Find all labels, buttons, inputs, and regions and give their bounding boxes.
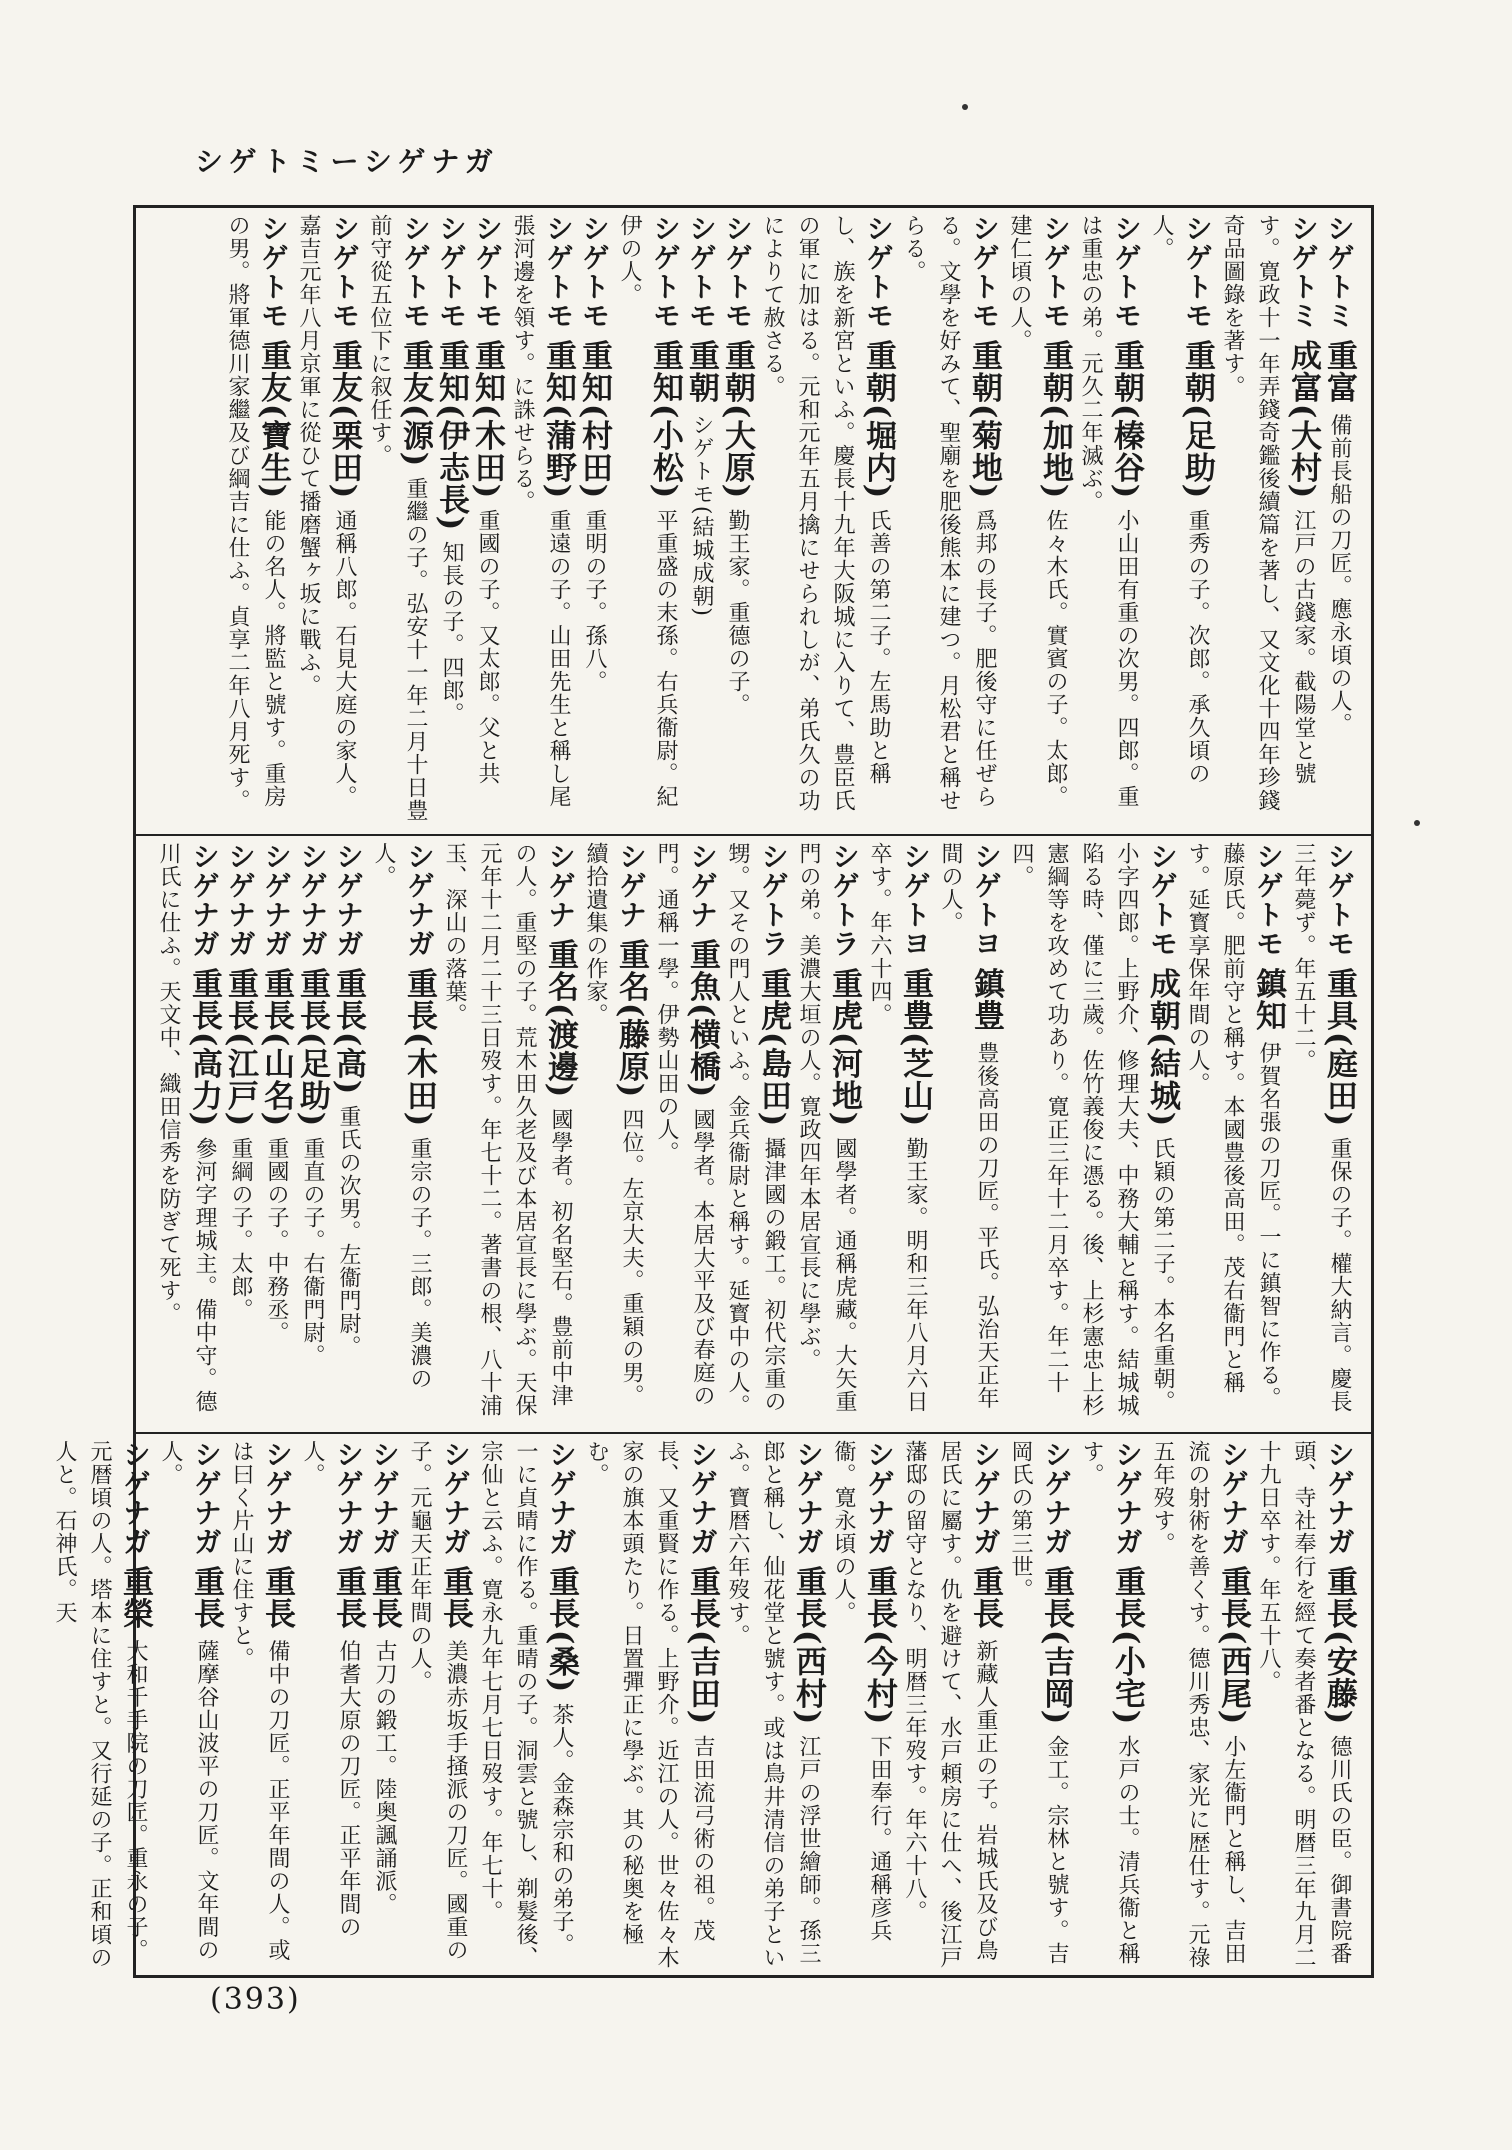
entry-description: 備中の刀匠。正平年間の人。或は曰く片山に住すと。 <box>229 1440 290 1962</box>
entry-headword: 重名(渡邊) <box>542 938 578 1099</box>
entry-headword: 重朝(大原) <box>719 339 755 500</box>
entry-reading: シゲトモ <box>1110 214 1143 330</box>
entry-headword: 重長(西尾) <box>1215 1565 1251 1726</box>
entry-description: 古刀の鍛工。陸奥諷誦派。 <box>372 1639 397 1916</box>
entry-reading: シゲナガ <box>368 1440 401 1556</box>
dictionary-entry <box>576 214 612 828</box>
entry-reading: シゲナガ <box>296 842 329 958</box>
dictionary-entry <box>862 842 933 1426</box>
entry-headword: 重魚(横橋) <box>684 938 720 1099</box>
dictionary-entry <box>683 214 719 828</box>
entry-reading: シゲナガ <box>792 1440 825 1556</box>
dictionary-entry <box>220 214 291 828</box>
entry-reading: シゲナガ <box>439 1440 472 1556</box>
dictionary-entry <box>291 214 362 828</box>
entry-description: 佐々木氏。實賓の子。太郎。建仁頃の人。 <box>1007 214 1068 809</box>
dictionary-entry <box>153 1440 224 1969</box>
entry-reading: シゲナガ <box>545 1440 578 1556</box>
entry-reading: シゲトモ <box>1146 842 1179 958</box>
entry-headword: 重長(足助) <box>294 967 330 1128</box>
entry-description: 薩摩谷山波平の刀匠。文年間の人。 <box>158 1440 219 1962</box>
entry-reading: シゲナガ <box>1217 1440 1250 1556</box>
entry-description: 重保の子。權大納言。慶長三年薨ず。年五十二。 <box>1291 842 1352 1414</box>
entry-headword: 重長(西村) <box>790 1565 826 1726</box>
entry-description: 平重盛の末孫。右兵衞尉。紀伊の人。 <box>617 214 678 809</box>
entry-headword: 重朝(足助) <box>1179 339 1215 500</box>
dictionary-entry <box>295 1440 366 1969</box>
entry-headword: 鎮知 <box>1250 967 1286 1032</box>
dictionary-entry <box>222 842 258 1426</box>
entry-description: 水戸の士。清兵衞と稱す。 <box>1079 1440 1140 1966</box>
entry-headword: 重長(吉岡) <box>1038 1565 1074 1726</box>
entry-reading: シゲトモ <box>399 214 432 330</box>
dictionary-entry <box>366 1440 402 1969</box>
entry-headword: 重長 <box>366 1565 402 1630</box>
entry-headword: 重長(山名) <box>258 967 294 1128</box>
entry-description: 重繼の子。弘安十一年二月十日豊前守從五位下に叙任す。 <box>367 214 428 823</box>
entry-headword: 重朝(榛谷) <box>1108 339 1144 500</box>
entry-reading: シゲナガ <box>1111 1440 1144 1556</box>
entry-description: 爲邦の長子。肥後守に任ぜらる。文學を好みて、聖廟を肥後熊本に建つ。月松君と稱せらる。 <box>901 214 997 812</box>
entry-headword: 重長 <box>188 1565 224 1630</box>
dictionary-entry <box>755 214 896 828</box>
entry-description: 伯耆大原の刀匠。正平年間の人。 <box>300 1440 361 1939</box>
dictionary-entry <box>47 1440 153 1969</box>
entry-reading: シゲトモ <box>1252 842 1285 958</box>
entry-reading: シゲトモ <box>578 214 611 330</box>
entry-description: 能の名人。將監と號す。重房の男。將軍德川家繼及び綱吉に仕ふ。貞享二年八月死す。 <box>225 214 286 812</box>
entry-headword: 重友(源) <box>397 339 433 468</box>
entry-reading: シゲトヨ <box>970 842 1003 958</box>
entry-reading: シゲナガ <box>188 842 221 958</box>
dictionary-entry <box>1180 842 1286 1426</box>
dictionary-frame <box>52 205 1374 1978</box>
entry-description: 茶人。金森宗和の弟子。一に貞晴に作る。重晴の子。洞雲と號し、剃髮後、宗仙と云ふ。寛永九年七月七日歿す。年七十。 <box>478 1440 574 1969</box>
entry-headword: 重知(木田) <box>469 339 505 500</box>
entry-headword: 重具(庭田) <box>1321 967 1357 1128</box>
entry-reading: シゲトミ <box>1323 214 1356 330</box>
entry-headword: 重長(江戸) <box>222 967 258 1128</box>
entry-description: 金工。宗林と號す。吉岡氏の第三世。 <box>1008 1440 1069 1966</box>
entry-reading: シゲトモ <box>435 214 468 330</box>
entry-description: 重國の子。又太郎。父と共 <box>475 509 500 786</box>
entry-headword: 重知(小松) <box>647 339 683 500</box>
dictionary-entry <box>402 1440 473 1969</box>
dictionary-entry <box>719 214 755 828</box>
dictionary-entry <box>612 214 683 828</box>
entry-reading: シゲトモ <box>685 214 718 330</box>
entry-reading: シゲナガ <box>969 1440 1002 1556</box>
entry-reading: シゲトモ <box>862 214 895 330</box>
running-head: シゲトミーシゲナガ <box>195 145 499 178</box>
dictionary-entry <box>1003 1440 1074 1969</box>
entry-headword: 重富 <box>1321 339 1357 404</box>
entry-description: 國學者。通稱虎藏。大矢重門の弟。美濃大垣の人。寛政四年本居宣長に學ぶ。 <box>796 842 857 1414</box>
dictionary-entry <box>1074 1440 1145 1969</box>
dictionary-entry <box>578 842 649 1426</box>
dictionary-entry <box>224 1440 295 1969</box>
dictionary-entry <box>1251 1440 1357 1969</box>
print-speck <box>1414 820 1420 826</box>
entry-reading: シゲトミ <box>1287 214 1320 330</box>
entry-description: 美濃赤坂手掻派の刀匠。國重の子。元龜天正年間の人。 <box>407 1440 468 1962</box>
entry-reading: シゲナガ <box>863 1440 896 1556</box>
entries-top <box>150 214 1357 828</box>
entry-description: 國學者。初名堅石。豊前中津の人。重堅の子。荒木田久老及び本居宣長に學ぶ。天保元年十二月二十三日歿す。年七十二。著書の根、八十浦玉、深山の落葉。 <box>442 842 573 1417</box>
entry-reading: シゲナガ <box>261 1440 294 1556</box>
dictionary-entry <box>362 214 433 828</box>
entry-description: 下田奉行。通稱彦兵衞。寛永頃の人。 <box>831 1440 892 1943</box>
section-middle <box>136 836 1371 1434</box>
entry-description: 重綱の子。太郎。 <box>228 1137 253 1322</box>
dictionary-entry <box>1002 214 1073 828</box>
section-top <box>136 208 1371 836</box>
entry-description: 知長の子。四郎。 <box>439 541 464 726</box>
entry-headword: 重朝(菊地) <box>966 339 1002 500</box>
print-speck <box>962 104 968 110</box>
entry-description: 重明の子。孫八。 <box>582 509 607 694</box>
entry-reading: シゲナガ <box>260 842 293 958</box>
entry-headword: 重長(安藤) <box>1321 1565 1357 1726</box>
entry-headword: 重名(藤原) <box>613 938 649 1099</box>
entry-reading: シゲナガ <box>403 842 436 958</box>
entry-headword: 重友(寶生) <box>255 339 291 500</box>
entry-description: 通稱八郎。石見大庭の家人。嘉吉元年八月京軍に從ひて播磨蟹ヶ坂に戰ふ。 <box>296 214 357 809</box>
dictionary-entry <box>294 842 330 1426</box>
entry-headword: 重虎(河地) <box>826 967 862 1128</box>
entry-headword: 鎮豊 <box>968 967 1004 1032</box>
dictionary-entry <box>366 842 437 1426</box>
dictionary-entry <box>579 1440 720 1969</box>
entry-description: 江戸の古錢家。截陽堂と號す。寛政十一年弄錢奇鑑後續篇を著し、又文化十四年珍錢奇品圖錄を著す。 <box>1220 214 1316 812</box>
entry-description: 重秀の子。次郎。承久頃の人。 <box>1149 214 1210 786</box>
dictionary-entry <box>473 1440 579 1969</box>
entry-reading: シゲナガ <box>119 1440 152 1556</box>
dictionary-entry <box>258 842 294 1426</box>
entry-reading: シゲナガ <box>190 1440 223 1556</box>
dictionary-entry <box>1004 842 1180 1426</box>
entry-reading: シゲナガ <box>224 842 257 958</box>
entry-headword: 成朝(結城) <box>1144 967 1180 1128</box>
entry-headword: 成富(大村) <box>1285 339 1321 500</box>
entry-description: 國學者。本居大平及び春庭の門。通稱一學。伊勢山田の人。 <box>654 842 715 1408</box>
entry-headword: 重長 <box>967 1565 1003 1630</box>
entry-description: 江戸の浮世繪師。孫三郎と稱し、仙花堂と號す。或は鳥井清信の弟子といふ。寶暦六年歿す。 <box>725 1440 821 1969</box>
entry-reading: シゲトモ <box>721 214 754 330</box>
dictionary-entry <box>933 842 1004 1426</box>
dictionary-entry <box>1144 214 1215 828</box>
entry-reading: シゲトモ <box>542 214 575 330</box>
entry-headword: 重長 <box>259 1565 295 1630</box>
dictionary-entry <box>151 842 222 1426</box>
entry-description: 氏善の第二子。左馬助と稱し、族を新宮といふ。慶長十九年大阪城に入りて、豊臣氏の軍に加はる。元和元年五月擒にせられしが、弟氏久の功によりて赦さる。 <box>760 214 891 812</box>
entry-headword: 重朝(加地) <box>1037 339 1073 500</box>
entry-reading: シゲトモ <box>1039 214 1072 330</box>
entry-description: 吉田流弓術の祖。茂長、又重賢に作る。上野介。近江の人。世々佐々木家の旗本頭たり。日置彈正に學ぶ。其の秘奥を極む。 <box>584 1440 715 1969</box>
entry-reading: シゲナガ <box>686 1440 719 1556</box>
dictionary-entry <box>1145 1440 1251 1969</box>
entry-reading: シゲトモ <box>257 214 290 330</box>
dictionary-entry <box>649 842 720 1426</box>
dictionary-entry <box>1321 214 1357 828</box>
entry-reading: シゲトモ <box>328 214 361 330</box>
dictionary-entry <box>897 1440 1003 1969</box>
entry-reading: シゲトモ <box>968 214 1001 330</box>
entry-headword: 重長(高) <box>330 967 366 1096</box>
entry-description: 新藏人重正の子。岩城氏及び鳥居氏に屬す。仇を避けて、水戸頼房に仕へ、後江戸藩邸の留守となり、明暦三年歿す。年六十八。 <box>902 1440 998 1969</box>
entry-reading: シゲトモ <box>649 214 682 330</box>
entry-description: 豊後高田の刀匠。平氏。弘治天正年間の人。 <box>938 842 999 1410</box>
entry-reading: シゲトモ <box>471 214 504 330</box>
entry-headword: 重榮 <box>117 1565 153 1630</box>
entry-headword: 重長 <box>437 1565 473 1630</box>
entry-description: シゲトモ(結城成朝) <box>689 413 714 617</box>
entry-description: 重遠の子。山田先生と稱し尾張河邊を領す。に誅せらる。 <box>510 214 571 809</box>
entry-reading: シゲトヨ <box>899 842 932 958</box>
entries-bottom <box>52 1440 1357 1969</box>
entry-description: 重國の子。中務丞。 <box>264 1137 289 1345</box>
entry-headword: 重虎(島田) <box>755 967 791 1128</box>
entry-description: 四位。左京大夫。重穎の男。續拾遺集の作家。 <box>583 842 644 1408</box>
dictionary-entry <box>826 1440 897 1969</box>
dictionary-entry <box>720 1440 826 1969</box>
entry-reading: シゲナガ <box>332 842 365 958</box>
dictionary-entry <box>896 214 1002 828</box>
dictionary-entry <box>1215 214 1321 828</box>
entry-description: 參河字理城主。備中守。德川氏に仕ふ。天文中、織田信秀を防ぎて死す。 <box>156 842 217 1414</box>
entry-description: 大和千手院の刀匠。重永の子。元暦頃の人。塔本に住すと。又行延の子。正和頃の人と。石神氏。天 <box>52 1440 148 1969</box>
entry-reading: シゲトラ <box>828 842 861 958</box>
entry-headword: 重長(桑) <box>543 1565 579 1694</box>
entry-description: 小左衞門と稱し、吉田流の射術を善くす。德川秀忠、家光に歴仕す。元祿五年歿す。 <box>1150 1440 1246 1969</box>
entry-headword: 重朝 <box>683 339 719 404</box>
entry-reading: シゲトラ <box>757 842 790 958</box>
entry-reading: シゲナガ <box>332 1440 365 1556</box>
entry-description: 氏穎の第二子。本名重朝。小字四郎。上野介、修理大夫、中務大輔と稱す。結城城陷る時、僅に三歲。佐竹義俊に憑る。後、上杉憲忠上杉憲綱等を攻めて功あり。寛正三年十二月卒す。年二十四。 <box>1009 842 1175 1417</box>
entry-headword: 重友(栗田) <box>326 339 362 500</box>
entry-headword: 重知(蒲野) <box>540 339 576 500</box>
entry-description: 伊賀名張の刀匠。一に鎮智に作る。藤原氏。肥前守と稱す。本國豊後高田。茂右衞門と稱す。延寳享保年間の人。 <box>1185 842 1281 1410</box>
entry-description: 攝津國の鍛工。初代宗重の甥。又その門人といふ。金兵衞尉と稱す。延寳中の人。 <box>725 842 786 1417</box>
entry-headword: 重長(木田) <box>401 967 437 1128</box>
page-number: (393) <box>210 1982 301 2017</box>
dictionary-entry <box>1073 214 1144 828</box>
entry-headword: 重知(伊志長) <box>433 339 469 532</box>
entry-reading: シゲナ <box>686 842 719 929</box>
dictionary-entry <box>1286 842 1357 1426</box>
entry-description: 小山田有重の次男。四郎。重は重忠の弟。元久二年滅ぶ。 <box>1078 214 1139 809</box>
entry-reading: シゲナ <box>615 842 648 929</box>
entry-reading: シゲナガ <box>1040 1440 1073 1556</box>
dictionary-entry <box>330 842 366 1426</box>
entry-headword: 重知(村田) <box>576 339 612 500</box>
entry-reading: シゲナ <box>544 842 577 929</box>
section-bottom <box>52 1434 1371 1975</box>
entry-headword: 重朝(堀内) <box>860 339 896 500</box>
entry-headword: 重豊(芝山) <box>897 967 933 1128</box>
entry-description: 勤王家。重德の子。 <box>725 509 750 717</box>
entry-description: 勤王家。明和三年八月六日卒す。年六十四。 <box>867 842 928 1414</box>
entry-reading: シゲナガ <box>1323 1440 1356 1556</box>
entry-description: 備前長船の刀匠。應永頃の人。 <box>1327 413 1352 736</box>
entry-reading: シゲトモ <box>1323 842 1356 958</box>
entry-description: 重直の子。右衞門尉。 <box>300 1137 325 1368</box>
dictionary-entry <box>791 842 862 1426</box>
entry-description: 重宗の子。三郎。美濃の人。 <box>371 842 432 1391</box>
entry-reading: シゲトモ <box>1181 214 1214 330</box>
entry-headword: 重長 <box>330 1565 366 1630</box>
dictionary-entry <box>469 214 505 828</box>
entry-headword: 重長(今村) <box>861 1565 897 1726</box>
dictionary-entry <box>720 842 791 1426</box>
dictionary-entry <box>437 842 578 1426</box>
dictionary-entry <box>505 214 576 828</box>
entry-headword: 重長(吉田) <box>684 1565 720 1726</box>
dictionary-entry <box>433 214 469 828</box>
entry-headword: 重長(小宅) <box>1109 1565 1145 1726</box>
entry-description: 重氏の次男。左衞門尉。 <box>336 1105 361 1359</box>
entry-description: 德川氏の臣。御書院番頭、寺社奉行を經て奏者番となる。明暦三年九月二十九日卒す。年五十八。 <box>1256 1440 1352 1969</box>
entries-middle <box>150 842 1357 1426</box>
entry-headword: 重長(高力) <box>186 967 222 1128</box>
